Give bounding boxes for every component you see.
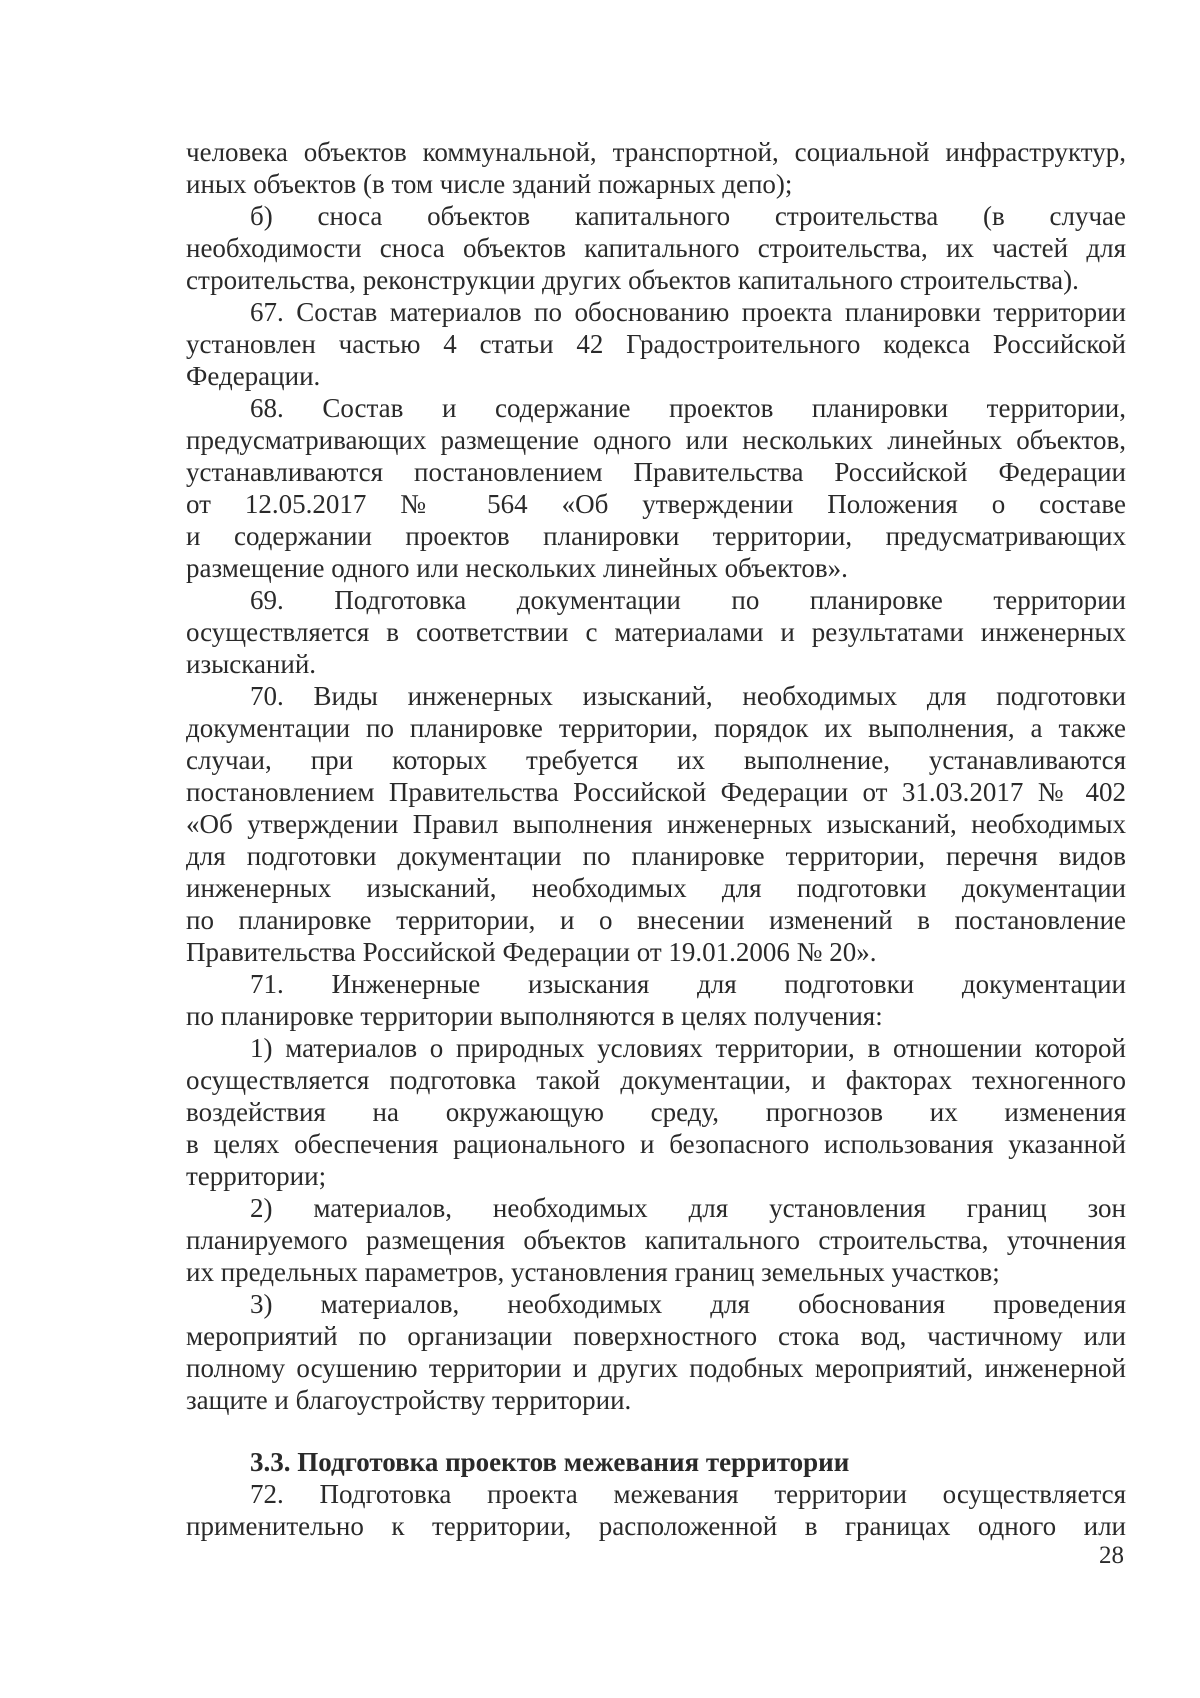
text-line: строительства, реконструкции других объектов капитального строительства). bbox=[186, 265, 1079, 295]
text-line: случаи, при которых требуется их выполнение, устанавливаются bbox=[186, 745, 1126, 775]
text-line: защите и благоустройству территории. bbox=[186, 1385, 632, 1415]
text-line: 71. Инженерные изыскания для подготовки документации bbox=[250, 969, 1126, 999]
text-line: 2) материалов, необходимых для установления границ зон bbox=[250, 1193, 1126, 1223]
section-gap bbox=[186, 1416, 1126, 1446]
page-number: 28 bbox=[1099, 1542, 1124, 1569]
text-line: предусматривающих размещение одного или нескольких линейных объектов, bbox=[186, 425, 1126, 455]
text-line: применительно к территории, расположенной в границах одного или bbox=[186, 1511, 1126, 1541]
text-line: размещение одного или нескольких линейных объектов». bbox=[186, 553, 848, 583]
text-line: от 12.05.2017 № 564 «Об утверждении Положения о составе bbox=[186, 489, 1126, 519]
section-heading: 3.3. Подготовка проектов межевания территории bbox=[250, 1447, 850, 1477]
text-line: 72. Подготовка проекта межевания территории осуществляется bbox=[250, 1479, 1126, 1509]
text-line: осуществляется в соответствии с материалами и результатами инженерных bbox=[186, 617, 1126, 647]
text-line: осуществляется подготовка такой документации, и факторах техногенного bbox=[186, 1065, 1126, 1095]
text-line: постановлением Правительства Российской Федерации от 31.03.2017 № 402 bbox=[186, 777, 1126, 807]
body-text bbox=[186, 136, 1126, 1416]
text-line: устанавливаются постановлением Правительства Российской Федерации bbox=[186, 457, 1126, 487]
text-line: 3) материалов, необходимых для обоснования проведения bbox=[250, 1289, 1126, 1319]
text-line: изысканий. bbox=[186, 649, 317, 679]
text-line: установлен частью 4 статьи 42 Градостроительного кодекса Российской bbox=[186, 329, 1126, 359]
text-line: 68. Состав и содержание проектов планировки территории, bbox=[250, 393, 1126, 423]
text-line: б) сноса объектов капитального строительства (в случае bbox=[250, 201, 1126, 231]
text-line: 70. Виды инженерных изысканий, необходимых для подготовки bbox=[250, 681, 1126, 711]
text-line: 69. Подготовка документации по планировке территории bbox=[250, 585, 1126, 615]
text-line: для подготовки документации по планировке территории, перечня видов bbox=[186, 841, 1126, 871]
text-line: иных объектов (в том числе зданий пожарных депо); bbox=[186, 169, 793, 199]
text-line: человека объектов коммунальной, транспортной, социальной инфраструктур, bbox=[186, 137, 1126, 167]
text-line: инженерных изысканий, необходимых для подготовки документации bbox=[186, 873, 1126, 903]
text-line: 67. Состав материалов по обоснованию проекта планировки территории bbox=[250, 297, 1126, 327]
text-line: 1) материалов о природных условиях территории, в отношении которой bbox=[250, 1033, 1126, 1063]
text-line: Правительства Российской Федерации от 19.01.2006 № 20». bbox=[186, 937, 877, 967]
text-line: Федерации. bbox=[186, 361, 321, 391]
text-line: мероприятий по организации поверхностного стока вод, частичному или bbox=[186, 1321, 1126, 1351]
text-line: полному осушению территории и других подобных мероприятий, инженерной bbox=[186, 1353, 1126, 1383]
text-line: воздействия на окружающую среду, прогнозов их изменения bbox=[186, 1097, 1126, 1127]
document-page bbox=[186, 136, 1126, 1542]
text-line: необходимости сноса объектов капитального строительства, их частей для bbox=[186, 233, 1126, 263]
text-line: по планировке территории выполняются в целях получения: bbox=[186, 1001, 883, 1031]
text-line: в целях обеспечения рационального и безопасного использования указанной bbox=[186, 1129, 1126, 1159]
text-line: планируемого размещения объектов капитального строительства, уточнения bbox=[186, 1225, 1126, 1255]
section-text bbox=[186, 1478, 1126, 1542]
text-line: документации по планировке территории, порядок их выполнения, а также bbox=[186, 713, 1126, 743]
text-line: их предельных параметров, установления границ земельных участков; bbox=[186, 1257, 1000, 1287]
text-line: «Об утверждении Правил выполнения инженерных изысканий, необходимых bbox=[186, 809, 1126, 839]
text-line: территории; bbox=[186, 1161, 327, 1191]
text-line: по планировке территории, и о внесении изменений в постановление bbox=[186, 905, 1126, 935]
text-line: и содержании проектов планировки территории, предусматривающих bbox=[186, 521, 1126, 551]
